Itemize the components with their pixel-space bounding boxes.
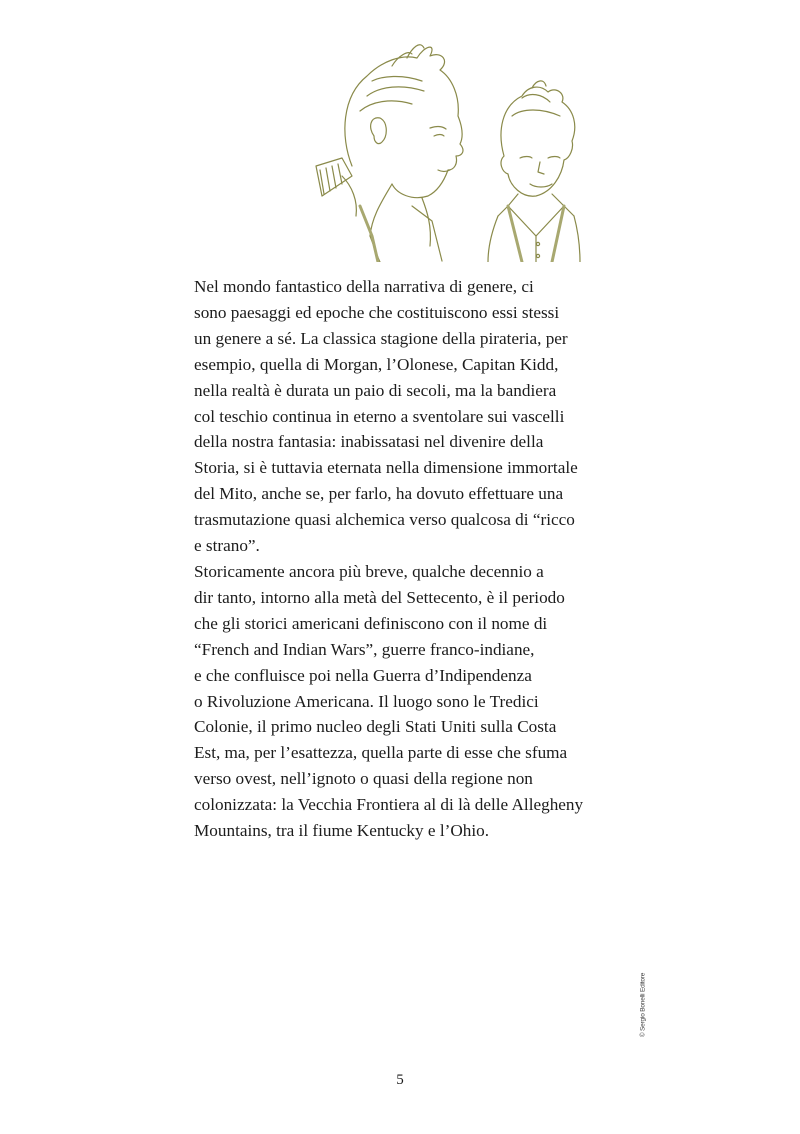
text-line: Colonie, il primo nucleo degli Stati Uniti sulla Costa (194, 717, 557, 737)
text-line: e che confluisce poi nella Guerra d’Indipendenza (194, 665, 532, 685)
text-line: verso ovest, nell’ignoto o quasi della regione non (194, 769, 533, 789)
copyright-text: © Sergio Bonelli Editore (639, 972, 647, 1038)
text-line: dir tanto, intorno alla metà del Settecento, è il periodo (194, 587, 565, 607)
character-illustration (312, 36, 582, 262)
text-line: col teschio continua in eterno a sventolare sui vascelli (194, 406, 565, 426)
text-line: Storicamente ancora più breve, qualche decennio a (194, 561, 544, 581)
text-line: un genere a sé. La classica stagione della pirateria, per (194, 328, 568, 348)
text-line: trasmutazione quasi alchemica verso qualcosa di “ricco (194, 510, 575, 530)
text-line: nella realtà è durata un paio di secoli, ma la bandiera (194, 380, 557, 400)
text-line: Storia, si è tuttavia eternata nella dimensione immortale (194, 458, 578, 478)
body-text (194, 274, 634, 844)
text-line: del Mito, anche se, per farlo, ha dovuto effettuare una (194, 484, 564, 504)
text-line: o Rivoluzione Americana. Il luogo sono le Tredici (194, 691, 539, 711)
sketch-portraits-image (312, 36, 582, 262)
text-line: “French and Indian Wars”, guerre franco-indiane, (194, 639, 535, 659)
text-line: esempio, quella di Morgan, l’Olonese, Capitan Kidd, (194, 354, 559, 374)
text-line: che gli storici americani definiscono con il nome di (194, 613, 548, 633)
text-line: Mountains, tra il fiume Kentucky e l’Ohio. (194, 821, 489, 841)
text-line: Est, ma, per l’esattezza, quella parte di esse che sfuma (194, 743, 568, 763)
text-line: colonizzata: la Vecchia Frontiera al di là delle Allegheny (194, 795, 584, 815)
text-line: della nostra fantasia: inabissatasi nel divenire della (194, 432, 544, 452)
page-number: 5 (396, 1072, 404, 1088)
text-line: sono paesaggi ed epoche che costituiscono essi stessi (194, 302, 560, 322)
text-line: e strano”. (194, 536, 260, 556)
text-line: Nel mondo fantastico della narrativa di genere, ci (194, 277, 534, 296)
